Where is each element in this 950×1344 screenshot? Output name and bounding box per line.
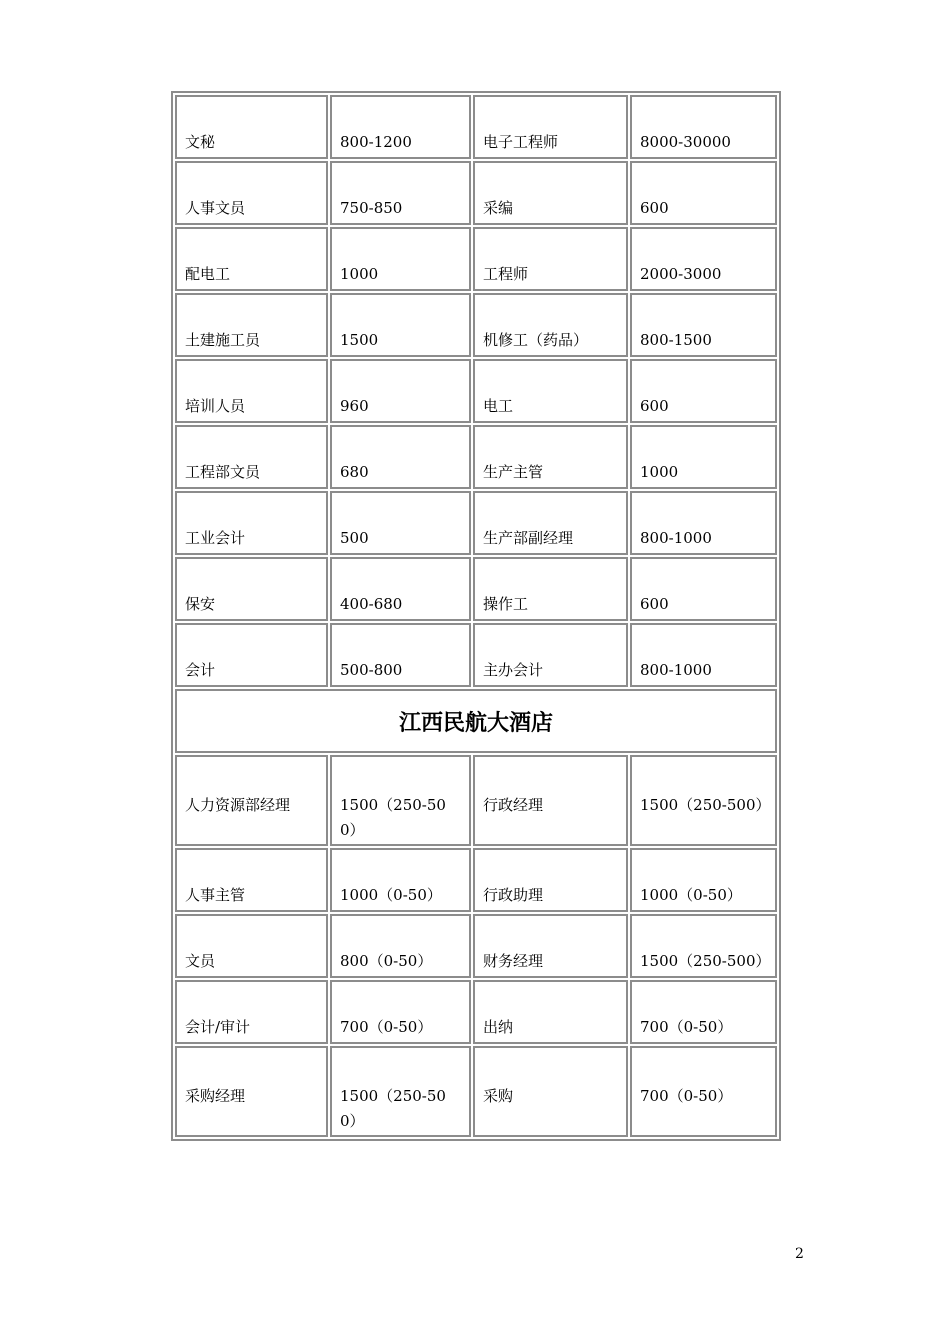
job-title-cell: 采购经理 — [175, 1046, 328, 1137]
table-row — [175, 980, 777, 1044]
job-title-cell: 操作工 — [473, 557, 628, 621]
job-title-cell: 土建施工员 — [175, 293, 328, 357]
job-title-cell: 会计/审计 — [175, 980, 328, 1044]
salary-cell: 400-680 — [330, 557, 471, 621]
job-title-cell: 财务经理 — [473, 914, 628, 978]
job-title-cell: 电子工程师 — [473, 95, 628, 159]
job-title-cell: 工业会计 — [175, 491, 328, 555]
section-row — [175, 689, 777, 753]
table-row — [175, 359, 777, 423]
job-title-cell: 采购 — [473, 1046, 628, 1137]
table-row — [175, 161, 777, 225]
table-row — [175, 755, 777, 846]
salary-cell: 1500（250-500） — [330, 1046, 471, 1137]
salary-cell: 1000（0-50） — [630, 848, 777, 912]
job-title-cell: 人事文员 — [175, 161, 328, 225]
salary-cell: 600 — [630, 359, 777, 423]
salary-cell: 700（0-50） — [630, 980, 777, 1044]
salary-cell: 800-1200 — [330, 95, 471, 159]
job-title-cell: 出纳 — [473, 980, 628, 1044]
section-header — [175, 689, 777, 753]
salary-cell: 1500（250-500） — [630, 914, 777, 978]
job-title-cell: 工程师 — [473, 227, 628, 291]
salary-cell: 500-800 — [330, 623, 471, 687]
salary-cell: 1000 — [330, 227, 471, 291]
salary-cell: 1500（250-500） — [630, 755, 777, 846]
section-title: 江西民航大酒店 — [175, 689, 777, 753]
salary-cell: 750-850 — [330, 161, 471, 225]
job-title-cell: 会计 — [175, 623, 328, 687]
salary-cell: 8000-30000 — [630, 95, 777, 159]
table-body-bottom — [175, 755, 777, 1137]
salary-cell: 700（0-50） — [330, 980, 471, 1044]
job-title-cell: 采编 — [473, 161, 628, 225]
salary-cell: 2000-3000 — [630, 227, 777, 291]
table-row — [175, 425, 777, 489]
job-title-cell: 人力资源部经理 — [175, 755, 328, 846]
job-title-cell: 行政助理 — [473, 848, 628, 912]
job-title-cell: 电工 — [473, 359, 628, 423]
salary-cell: 1500 — [330, 293, 471, 357]
salary-cell: 960 — [330, 359, 471, 423]
job-title-cell: 人事主管 — [175, 848, 328, 912]
table-row — [175, 95, 777, 159]
salary-cell: 1000 — [630, 425, 777, 489]
salary-cell: 600 — [630, 557, 777, 621]
salary-cell: 600 — [630, 161, 777, 225]
table-row — [175, 848, 777, 912]
table-row — [175, 1046, 777, 1137]
salary-cell: 700（0-50） — [630, 1046, 777, 1137]
job-title-cell: 工程部文员 — [175, 425, 328, 489]
job-title-cell: 行政经理 — [473, 755, 628, 846]
job-title-cell: 生产主管 — [473, 425, 628, 489]
table-row — [175, 914, 777, 978]
job-title-cell: 文秘 — [175, 95, 328, 159]
page-number: 2 — [795, 1246, 804, 1262]
table-row — [175, 293, 777, 357]
table-row — [175, 491, 777, 555]
salary-cell: 800-1500 — [630, 293, 777, 357]
table-row — [175, 557, 777, 621]
salary-cell: 800（0-50） — [330, 914, 471, 978]
salary-cell: 680 — [330, 425, 471, 489]
table-row — [175, 623, 777, 687]
table-body-top — [175, 95, 777, 687]
table-row — [175, 227, 777, 291]
job-title-cell: 主办会计 — [473, 623, 628, 687]
salary-cell: 800-1000 — [630, 623, 777, 687]
salary-cell: 1000（0-50） — [330, 848, 471, 912]
salary-cell: 800-1000 — [630, 491, 777, 555]
salary-table — [171, 91, 781, 1141]
job-title-cell: 配电工 — [175, 227, 328, 291]
job-title-cell: 文员 — [175, 914, 328, 978]
job-title-cell: 生产部副经理 — [473, 491, 628, 555]
job-title-cell: 保安 — [175, 557, 328, 621]
job-title-cell: 培训人员 — [175, 359, 328, 423]
salary-cell: 1500（250-500） — [330, 755, 471, 846]
salary-cell: 500 — [330, 491, 471, 555]
job-title-cell: 机修工（药品） — [473, 293, 628, 357]
